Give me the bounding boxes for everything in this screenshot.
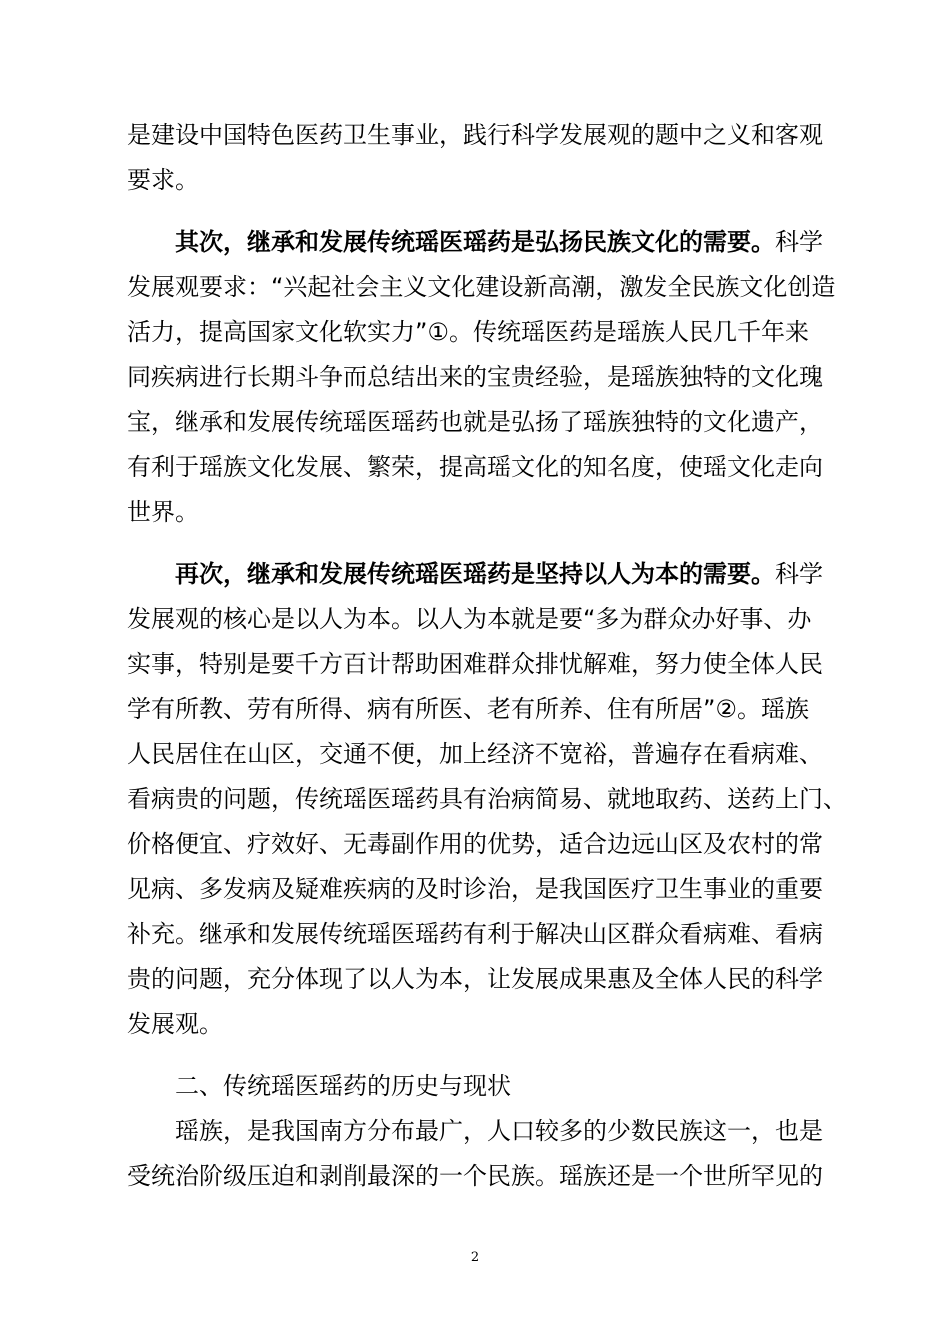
text-line: 贵的问题，充分体现了以人为本，让发展成果惠及全体人民的科学 bbox=[127, 965, 823, 993]
text-line: 补充。继承和发展传统瑶医瑶药有利于解决山区群众看病难、看病 bbox=[127, 920, 823, 948]
text-fragment: 科学 bbox=[775, 560, 823, 588]
paragraph-yao-history bbox=[127, 1109, 827, 1199]
paragraph-people-oriented bbox=[127, 552, 847, 1047]
paragraph-first-line bbox=[127, 220, 827, 265]
text-line: 见病、多发病及疑难疾病的及时诊治，是我国医疗卫生事业的重要 bbox=[127, 875, 823, 903]
section-heading: 二、传统瑶医瑶药的历史与现状 bbox=[175, 1072, 511, 1100]
paragraph-heading: 其次，继承和发展传统瑶医瑶药是弘扬民族文化的需要。 bbox=[175, 228, 775, 256]
text-line: 有利于瑶族文化发展、繁荣，提高瑶文化的知名度，使瑶文化走向 bbox=[127, 453, 823, 481]
text-line: 发展观的核心是以人为本。以人为本就是要“多为群众办好事、办 bbox=[127, 605, 812, 633]
text-line: 世界。 bbox=[127, 498, 199, 526]
text-line: 受统治阶级压迫和剥削最深的一个民族。瑶族还是一个世所罕见的 bbox=[127, 1162, 823, 1190]
text-line: 发展观。 bbox=[127, 1010, 223, 1038]
text-fragment: 科学 bbox=[775, 228, 823, 256]
paragraph-continuation bbox=[127, 113, 827, 203]
page-body bbox=[127, 113, 847, 1199]
paragraph-heading: 再次，继承和发展传统瑶医瑶药是坚持以人为本的需要。 bbox=[175, 560, 775, 588]
page-number: 2 bbox=[470, 1250, 480, 1265]
text-line: 活力，提高国家文化软实力”①。传统瑶医药是瑶族人民几千年来 bbox=[127, 318, 809, 346]
text-line: 宝，继承和发展传统瑶医瑶药也就是弘扬了瑶族独特的文化遗产， bbox=[127, 408, 823, 436]
text-line: 看病贵的问题，传统瑶医瑶药具有治病简易、就地取药、送药上门、 bbox=[127, 785, 847, 813]
text-line: 瑶族，是我国南方分布最广，人口较多的少数民族这一，也是 bbox=[175, 1117, 823, 1145]
text-line: 人民居住在山区，交通不便，加上经济不宽裕，普遍存在看病难、 bbox=[127, 740, 823, 768]
paragraph-culture bbox=[127, 220, 836, 535]
text-line: 要求。 bbox=[127, 166, 199, 194]
text-line: 发展观要求：“兴起社会主义文化建设新高潮，激发全民族文化创造 bbox=[127, 273, 836, 301]
text-line: 实事，特别是要千方百计帮助困难群众排忧解难，努力使全体人民 bbox=[127, 650, 823, 678]
text-line: 价格便宜、疗效好、无毒副作用的优势，适合边远山区及农村的常 bbox=[127, 830, 823, 858]
text-line: 是建设中国特色医药卫生事业，践行科学发展观的题中之义和客观 bbox=[127, 121, 823, 149]
text-line: 同疾病进行长期斗争而总结出来的宝贵经验，是瑶族独特的文化瑰 bbox=[127, 363, 823, 391]
text-line: 学有所教、劳有所得、病有所医、老有所养、住有所居”②。瑶族 bbox=[127, 695, 809, 723]
paragraph-first-line bbox=[127, 552, 827, 597]
